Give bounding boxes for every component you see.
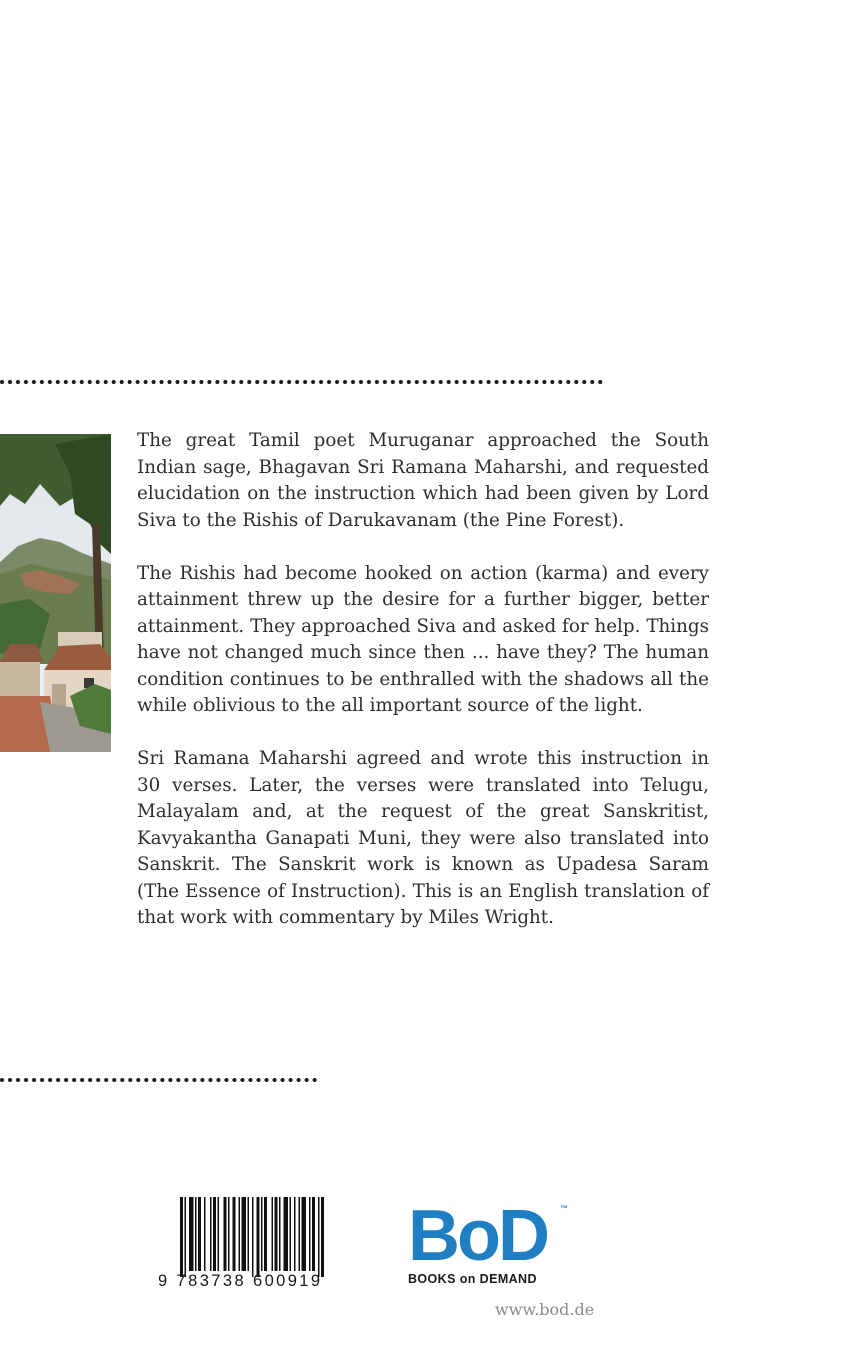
barcode-bar bbox=[248, 1197, 250, 1271]
barcode-bar bbox=[279, 1197, 281, 1271]
barcode-bar bbox=[318, 1197, 320, 1277]
barcode-bar bbox=[257, 1197, 260, 1277]
barcode-bar bbox=[185, 1197, 187, 1277]
trademark-symbol: ™ bbox=[560, 1204, 568, 1213]
barcode-bar bbox=[210, 1197, 212, 1271]
barcode-bar bbox=[264, 1197, 267, 1271]
isbn-number: 9 783738 600919 bbox=[158, 1272, 323, 1290]
barcode-bar bbox=[180, 1197, 183, 1277]
barcode-bar bbox=[321, 1197, 324, 1277]
barcode-bar bbox=[302, 1197, 307, 1271]
barcode-bar bbox=[290, 1197, 292, 1271]
barcode-bar bbox=[233, 1197, 236, 1271]
bottom-dotted-divider bbox=[0, 1078, 317, 1082]
publisher-website: www.bod.de bbox=[495, 1300, 595, 1319]
barcode-bar bbox=[312, 1197, 315, 1271]
bod-logo bbox=[408, 1196, 578, 1290]
barcode-bar bbox=[294, 1197, 296, 1271]
barcode-bar bbox=[272, 1197, 274, 1271]
barcode-bar bbox=[204, 1197, 206, 1271]
barcode-bar bbox=[239, 1197, 241, 1271]
barcode-bar bbox=[242, 1197, 247, 1271]
barcode-bar bbox=[261, 1197, 263, 1271]
top-dotted-divider bbox=[0, 380, 603, 384]
barcode-bar bbox=[218, 1197, 220, 1271]
ashram-photo bbox=[0, 434, 111, 752]
blurb-paragraph-2: The Rishis had become hooked on action (karma) and every attainment threw up the desire for a further bigger, better attainment. They approached Siva and asked for help. Things have not changed much since then ... have they? The human condition continues to be enthralled with the shadows all the while oblivious to the all important source of the light. bbox=[137, 562, 709, 716]
barcode-bar bbox=[224, 1197, 227, 1271]
barcode-bar bbox=[284, 1197, 289, 1271]
barcode-bar bbox=[228, 1197, 230, 1271]
bod-logo-mark: BoD bbox=[408, 1196, 547, 1276]
barcode-bar bbox=[195, 1197, 197, 1271]
back-cover-blurb bbox=[137, 428, 709, 958]
barcode-bar bbox=[309, 1197, 311, 1271]
blurb-paragraph-3: Sri Ramana Maharshi agreed and wrote this instruction in 30 verses. Later, the verses were translated into Telugu, Malayalam and, at the request of the great Sanskritist, Kavyakantha Ganapati Muni, they were also translated into Sanskrit. The Sanskrit work is known as Upadesa Saram (The Essence of Instruction). This is an English translation of that work with commentary by Miles Wright. bbox=[137, 748, 709, 928]
bod-tagline: BOOKS on DEMAND bbox=[408, 1272, 537, 1286]
barcode-bar bbox=[252, 1197, 254, 1277]
barcode-bar bbox=[198, 1197, 201, 1271]
barcode-bar bbox=[299, 1197, 301, 1271]
blurb-paragraph-1: The great Tamil poet Muruganar approached the South Indian sage, Bhagavan Sri Ramana Maharshi, and requested elucidation on the instruction which had been given by Lord Siva to the Rishis of Darukavanam (the Pine Forest). bbox=[137, 430, 709, 531]
barcode-bar bbox=[275, 1197, 278, 1271]
barcode-bar bbox=[189, 1197, 194, 1271]
barcode-bar bbox=[213, 1197, 216, 1271]
